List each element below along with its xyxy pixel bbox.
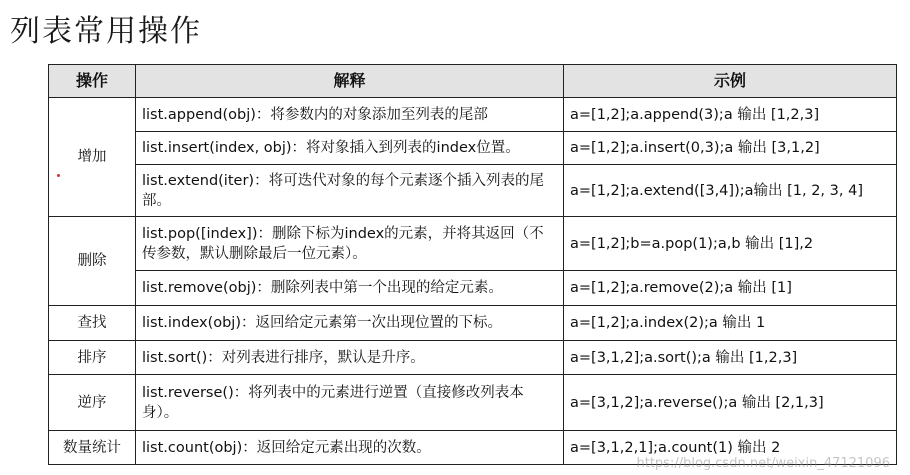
example-cell: a=[1,2];a.insert(0,3);a 输出 [3,1,2]	[564, 132, 897, 165]
desc-cell: list.insert(index, obj)：将对象插入到列表的index位置。	[136, 132, 564, 165]
op-cell-add: 增加	[49, 98, 136, 217]
desc-cell: list.count(obj)：返回给定元素出现的次数。	[136, 431, 564, 465]
op-cell-sort: 排序	[49, 341, 136, 375]
table-row	[49, 217, 897, 271]
desc-cell: list.append(obj)：将参数内的对象添加至列表的尾部	[136, 98, 564, 132]
table-row	[49, 98, 897, 132]
desc-cell: list.extend(iter)：将可迭代对象的每个元素逐个插入列表的尾部。	[136, 165, 564, 217]
desc-cell: list.index(obj)：返回给定元素第一次出现位置的下标。	[136, 306, 564, 341]
table-row	[49, 132, 897, 165]
header-op: 操作	[49, 65, 136, 98]
op-cell-delete: 删除	[49, 217, 136, 306]
table-row	[49, 271, 897, 306]
desc-cell: list.reverse()：将列表中的元素进行逆置（直接修改列表本身）。	[136, 375, 564, 431]
example-cell: a=[1,2];b=a.pop(1);a,b 输出 [1],2	[564, 217, 897, 271]
table-row	[49, 375, 897, 431]
desc-cell: list.sort()：对列表进行排序，默认是升序。	[136, 341, 564, 375]
header-desc: 解释	[136, 65, 564, 98]
desc-cell: list.remove(obj)：删除列表中第一个出现的给定元素。	[136, 271, 564, 306]
table-row	[49, 341, 897, 375]
op-cell-find: 查找	[49, 306, 136, 341]
table-row	[49, 306, 897, 341]
example-cell: a=[1,2];a.remove(2);a 输出 [1]	[564, 271, 897, 306]
example-cell: a=[3,1,2];a.sort();a 输出 [1,2,3]	[564, 341, 897, 375]
table-header-row	[49, 65, 897, 98]
desc-cell: list.pop([index])：删除下标为index的元素，并将其返回（不传参数，默认删除最后一位元素）。	[136, 217, 564, 271]
example-cell: a=[3,1,2];a.reverse();a 输出 [2,1,3]	[564, 375, 897, 431]
header-example: 示例	[564, 65, 897, 98]
example-cell: a=[1,2];a.index(2);a 输出 1	[564, 306, 897, 341]
list-operations-table	[48, 64, 897, 465]
example-cell: a=[1,2];a.append(3);a 输出 [1,2,3]	[564, 98, 897, 132]
page-title: 列表常用操作	[10, 14, 202, 49]
table-row	[49, 165, 897, 217]
op-cell-reverse: 逆序	[49, 375, 136, 431]
example-cell: a=[3,1,2,1];a.count(1) 输出 2	[564, 431, 897, 465]
watermark: https://blog.csdn.net/weixin_47121096	[636, 456, 890, 471]
op-cell-count: 数量统计	[49, 431, 136, 465]
example-cell: a=[1,2];a.extend([3,4]);a输出 [1, 2, 3, 4]	[564, 165, 897, 217]
